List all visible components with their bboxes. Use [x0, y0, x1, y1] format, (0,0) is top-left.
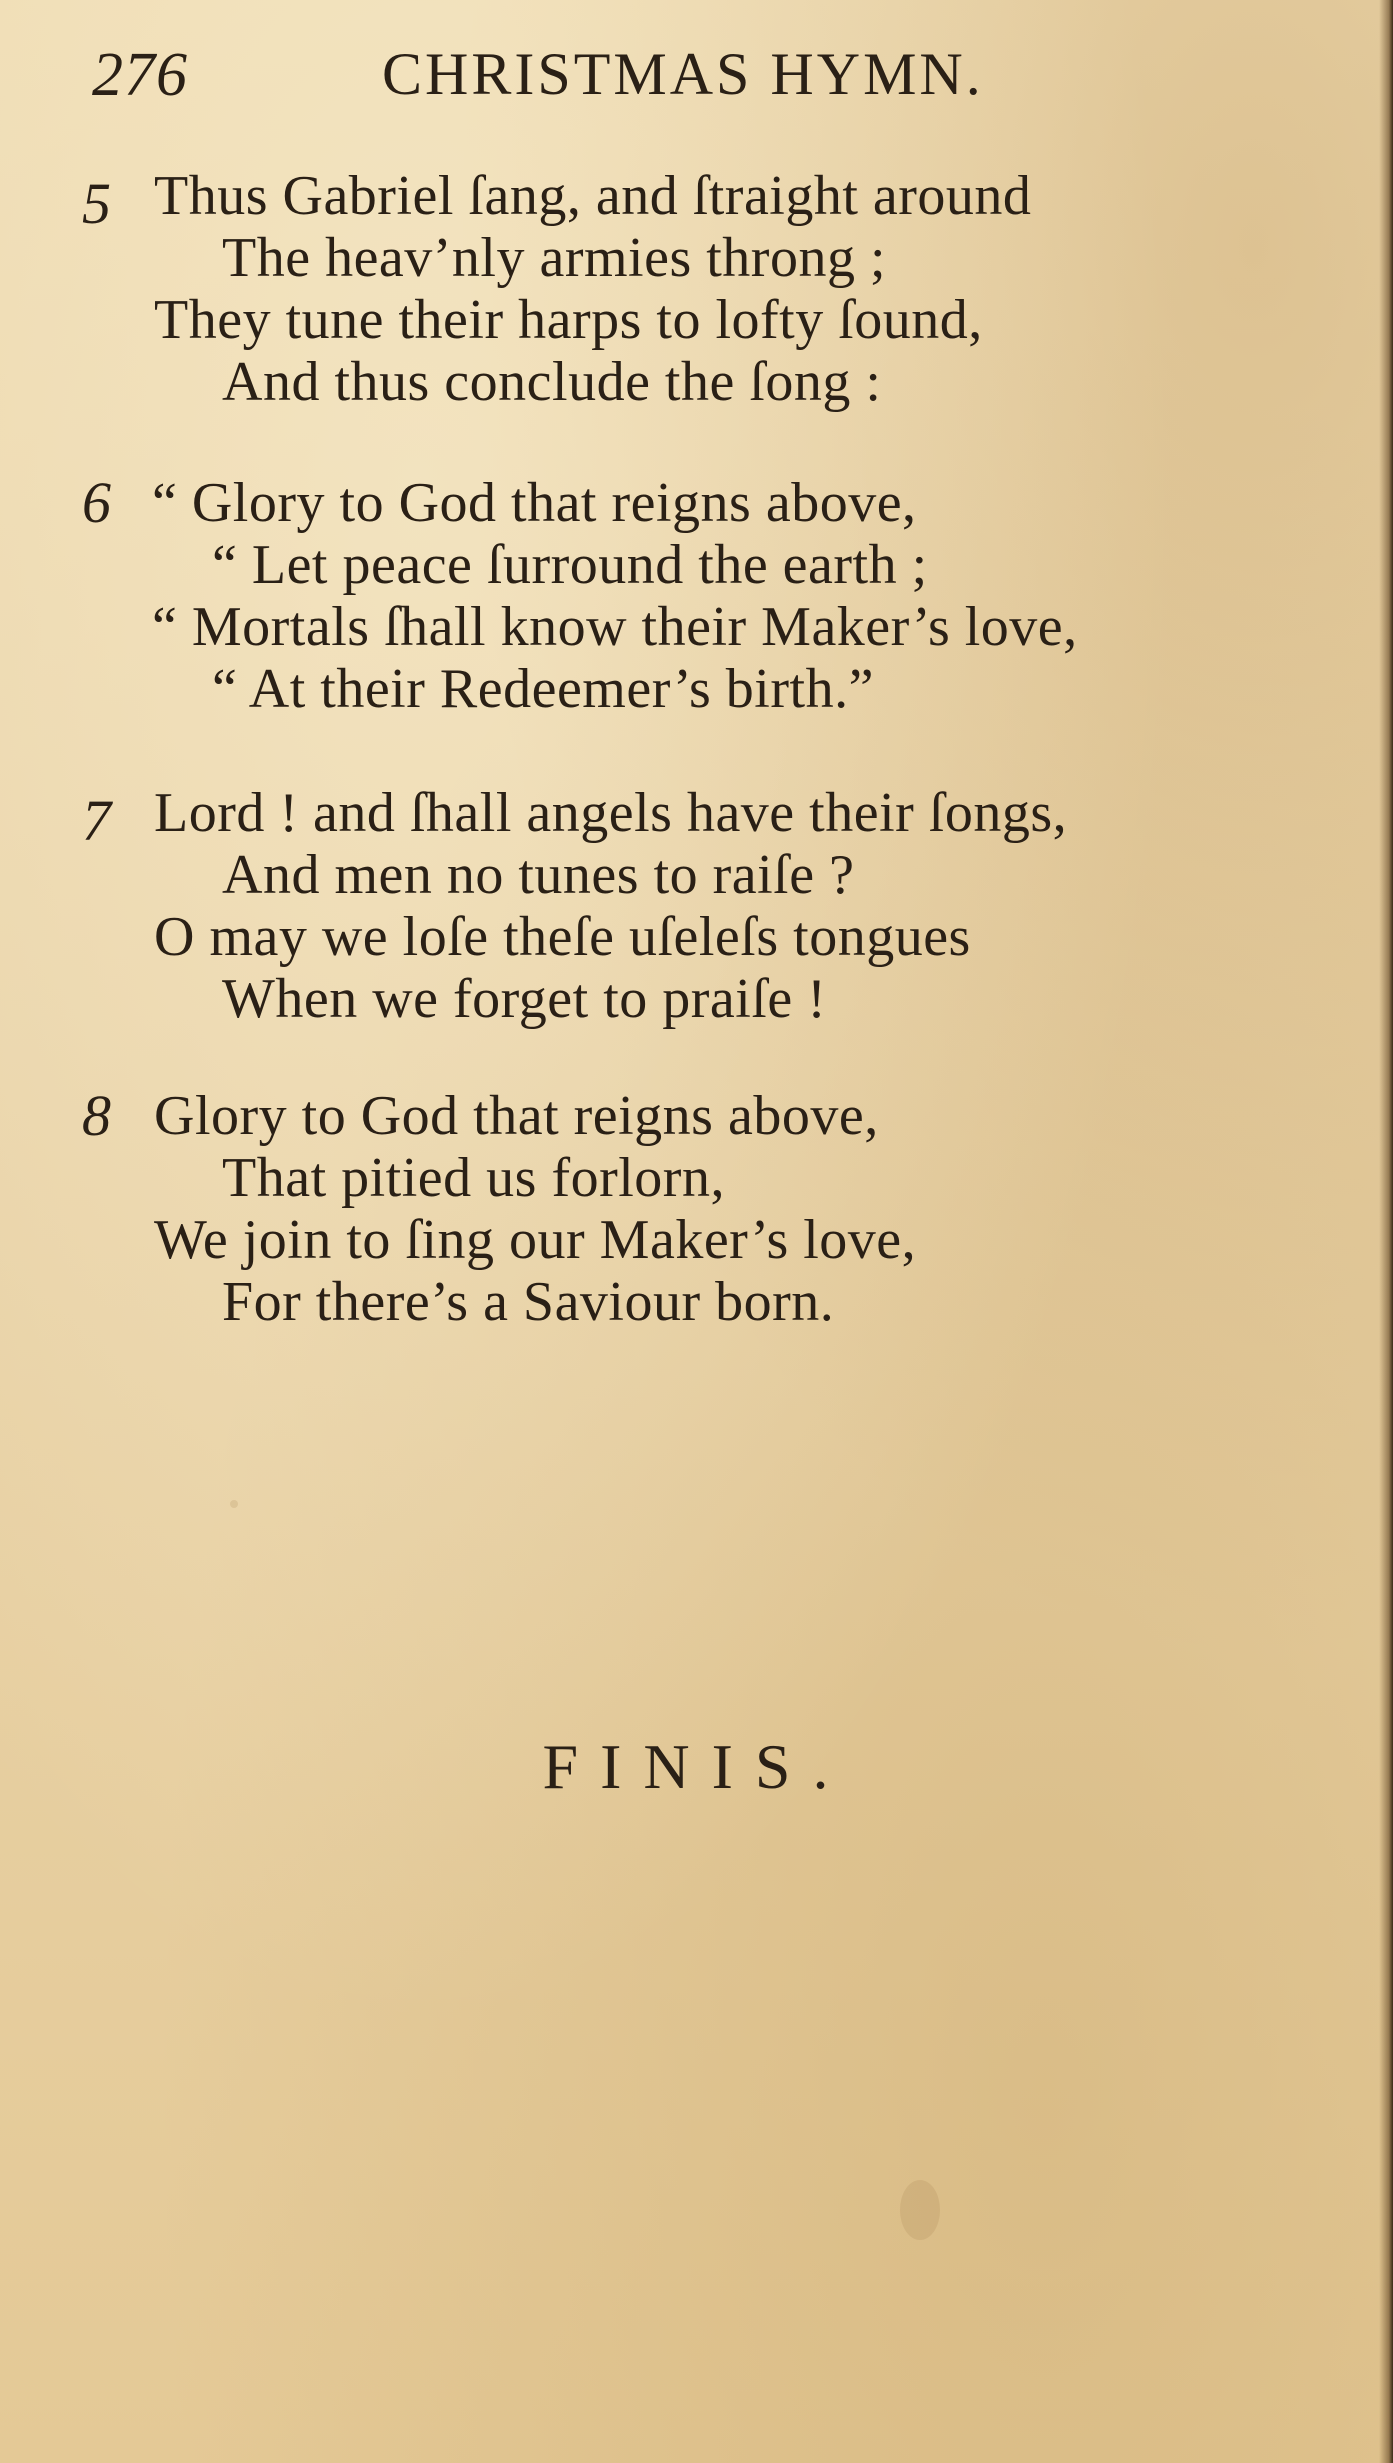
- verse-line: For there’s a Saviour born.: [222, 1271, 835, 1333]
- verse-line: Glory to God that reigns above,: [154, 1085, 879, 1147]
- verse-line: “ Glory to God that reigns above,: [152, 472, 917, 534]
- page-number: 276: [92, 41, 188, 109]
- verse-line: And men no tunes to raiſe ?: [222, 844, 855, 906]
- stanza-number: 7: [82, 788, 111, 853]
- stanza-number: 6: [82, 470, 111, 535]
- verse-line: “ Let peace ſurround the earth ;: [212, 534, 928, 596]
- verse-line: Thus Gabriel ſang, and ſtraight around: [154, 165, 1032, 227]
- verse-line: They tune their harps to lofty ſound,: [154, 289, 983, 351]
- verse-line: The heav’nly armies throng ;: [222, 227, 887, 289]
- verse-line: When we forget to praiſe !: [222, 968, 827, 1030]
- paper-stain: [900, 2180, 940, 2240]
- page-header: [92, 40, 1092, 130]
- verse-line: O may we loſe theſe uſeleſs tongues: [154, 906, 971, 968]
- stanza-number: 5: [82, 171, 111, 236]
- running-title: CHRISTMAS HYMN.: [382, 41, 984, 107]
- verse-line: “ Mortals ſhall know their Maker’s love,: [152, 596, 1078, 658]
- verse-line: And thus conclude the ſong :: [222, 351, 882, 413]
- finis-mark: FINIS.: [542, 1731, 851, 1802]
- verse-line: Lord ! and ſhall angels have their ſongs,: [154, 782, 1068, 844]
- verse-line: We join to ſing our Maker’s love,: [154, 1209, 917, 1271]
- paper-speck: [230, 1500, 238, 1508]
- stanza-number: 8: [82, 1083, 111, 1148]
- verse-line: That pitied us forlorn,: [222, 1147, 725, 1209]
- page-edge: [1379, 0, 1393, 2463]
- verse-line: “ At their Redeemer’s birth.”: [212, 658, 874, 720]
